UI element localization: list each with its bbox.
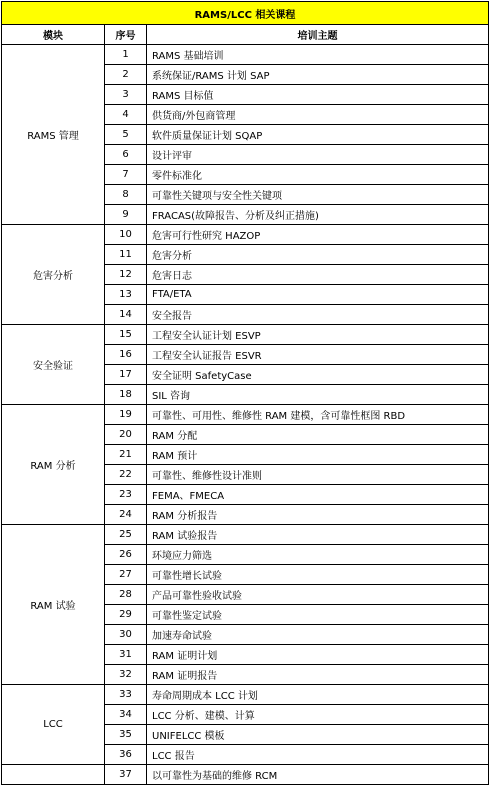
- topic-cell: FRACAS(故障报告、分析及纠正措施): [147, 205, 489, 225]
- topic-cell: 环境应力筛选: [147, 545, 489, 565]
- topic-cell: RAMS 基础培训: [147, 45, 489, 65]
- number-cell: 34: [105, 705, 147, 725]
- topic-cell: RAM 证明报告: [147, 665, 489, 685]
- topic-cell: 可靠性鉴定试验: [147, 605, 489, 625]
- table-row: [2, 45, 489, 65]
- number-cell: 28: [105, 585, 147, 605]
- number-cell: 19: [105, 405, 147, 425]
- number-cell: 21: [105, 445, 147, 465]
- topic-cell: 工程安全认证计划 ESVP: [147, 325, 489, 345]
- module-cell: RAM 分析: [2, 405, 105, 525]
- topic-cell: 加速寿命试验: [147, 625, 489, 645]
- topic-cell: 危害日志: [147, 265, 489, 285]
- number-cell: 4: [105, 105, 147, 125]
- number-cell: 23: [105, 485, 147, 505]
- topic-cell: UNIFELCC 模板: [147, 725, 489, 745]
- number-cell: 2: [105, 65, 147, 85]
- header-topic: 培训主题: [147, 25, 489, 45]
- number-cell: 31: [105, 645, 147, 665]
- topic-cell: 危害可行性研究 HAZOP: [147, 225, 489, 245]
- topic-cell: 可靠性增长试验: [147, 565, 489, 585]
- topic-cell: 以可靠性为基础的维修 RCM: [147, 765, 489, 785]
- table-body: [2, 45, 489, 785]
- number-cell: 17: [105, 365, 147, 385]
- module-cell: RAMS 管理: [2, 45, 105, 225]
- number-cell: 12: [105, 265, 147, 285]
- topic-cell: RAM 证明计划: [147, 645, 489, 665]
- module-cell: LCC: [2, 685, 105, 765]
- number-cell: 11: [105, 245, 147, 265]
- topic-cell: 产品可靠性验收试验: [147, 585, 489, 605]
- number-cell: 29: [105, 605, 147, 625]
- topic-cell: LCC 分析、建模、计算: [147, 705, 489, 725]
- topic-cell: RAM 分析报告: [147, 505, 489, 525]
- topic-cell: 安全报告: [147, 305, 489, 325]
- number-cell: 15: [105, 325, 147, 345]
- topic-cell: 可靠性、维修性设计准则: [147, 465, 489, 485]
- module-cell: RAM 试验: [2, 525, 105, 685]
- topic-cell: RAM 预计: [147, 445, 489, 465]
- table-row: [2, 225, 489, 245]
- number-cell: 27: [105, 565, 147, 585]
- number-cell: 37: [105, 765, 147, 785]
- table-row: [2, 525, 489, 545]
- topic-cell: 危害分析: [147, 245, 489, 265]
- number-cell: 10: [105, 225, 147, 245]
- topic-cell: 供货商/外包商管理: [147, 105, 489, 125]
- number-cell: 24: [105, 505, 147, 525]
- number-cell: 20: [105, 425, 147, 445]
- number-cell: 16: [105, 345, 147, 365]
- topic-cell: RAM 试验报告: [147, 525, 489, 545]
- number-cell: 1: [105, 45, 147, 65]
- table-row: [2, 405, 489, 425]
- number-cell: 7: [105, 165, 147, 185]
- topic-cell: 软件质量保证计划 SQAP: [147, 125, 489, 145]
- topic-cell: RAMS 目标值: [147, 85, 489, 105]
- number-cell: 22: [105, 465, 147, 485]
- number-cell: 14: [105, 305, 147, 325]
- topic-cell: 设计评审: [147, 145, 489, 165]
- module-cell: 安全验证: [2, 325, 105, 405]
- course-table: [1, 1, 489, 785]
- number-cell: 32: [105, 665, 147, 685]
- number-cell: 30: [105, 625, 147, 645]
- number-cell: 26: [105, 545, 147, 565]
- number-cell: 33: [105, 685, 147, 705]
- table-row: [2, 685, 489, 705]
- header-row: [2, 25, 489, 45]
- topic-cell: RAM 分配: [147, 425, 489, 445]
- table-title: RAMS/LCC 相关课程: [2, 2, 489, 25]
- number-cell: 3: [105, 85, 147, 105]
- header-number: 序号: [105, 25, 147, 45]
- number-cell: 8: [105, 185, 147, 205]
- topic-cell: 可靠性、可用性、维修性 RAM 建模，含可靠性框图 RBD: [147, 405, 489, 425]
- topic-cell: SIL 咨询: [147, 385, 489, 405]
- number-cell: 25: [105, 525, 147, 545]
- topic-cell: 寿命周期成本 LCC 计划: [147, 685, 489, 705]
- topic-cell: 可靠性关键项与安全性关键项: [147, 185, 489, 205]
- module-cell: [2, 765, 105, 785]
- topic-cell: 工程安全认证报告 ESVR: [147, 345, 489, 365]
- table-row: [2, 765, 489, 785]
- table-row: [2, 325, 489, 345]
- topic-cell: 安全证明 SafetyCase: [147, 365, 489, 385]
- topic-cell: 系统保证/RAMS 计划 SAP: [147, 65, 489, 85]
- module-cell: 危害分析: [2, 225, 105, 325]
- number-cell: 9: [105, 205, 147, 225]
- topic-cell: FEMA、FMECA: [147, 485, 489, 505]
- number-cell: 36: [105, 745, 147, 765]
- number-cell: 6: [105, 145, 147, 165]
- topic-cell: LCC 报告: [147, 745, 489, 765]
- header-module: 模块: [2, 25, 105, 45]
- topic-cell: 零件标准化: [147, 165, 489, 185]
- number-cell: 13: [105, 285, 147, 305]
- number-cell: 18: [105, 385, 147, 405]
- number-cell: 5: [105, 125, 147, 145]
- number-cell: 35: [105, 725, 147, 745]
- topic-cell: FTA/ETA: [147, 285, 489, 305]
